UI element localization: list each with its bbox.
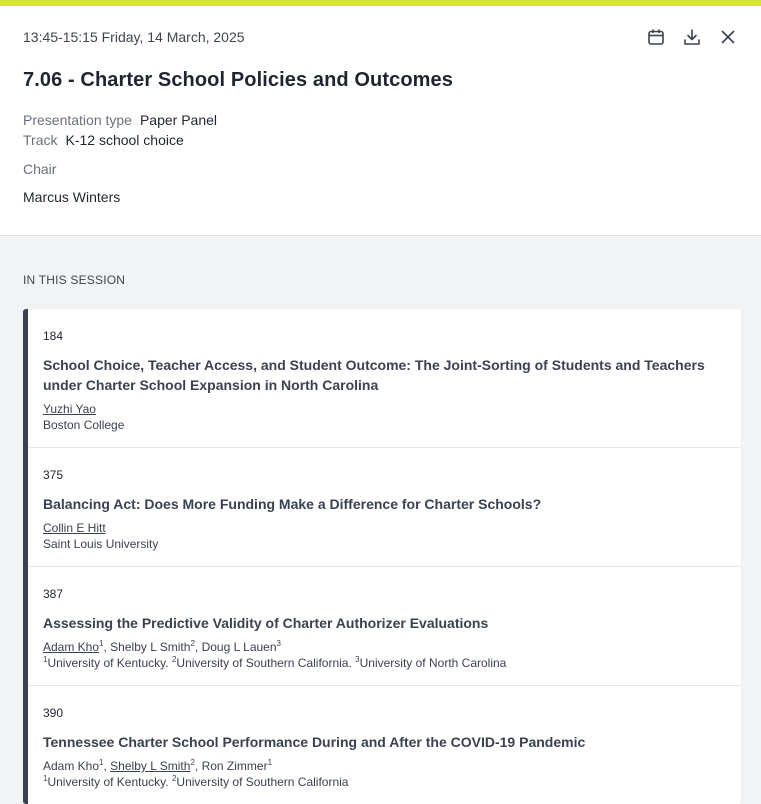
section-title: IN THIS SESSION (23, 273, 126, 287)
affiliation-name: Boston College (43, 418, 125, 432)
author-affiliation-marker: 2 (190, 758, 195, 767)
affiliation-marker: 2 (171, 774, 177, 783)
affiliation-marker: 2 (171, 655, 177, 664)
download-icon[interactable] (679, 26, 705, 48)
author-name[interactable]: Adam Kho (43, 640, 100, 654)
paper-affiliations (43, 655, 721, 671)
author-name[interactable]: Shelby L Smith (110, 759, 191, 773)
paper-number: 390 (43, 706, 64, 720)
header-actions (643, 26, 741, 48)
paper-item (28, 448, 741, 567)
paper-item (28, 567, 741, 686)
paper-authors (43, 520, 721, 536)
paper-authors (43, 401, 721, 417)
author-name: Doug L Lauen (201, 640, 277, 654)
paper-affiliations (43, 536, 721, 552)
paper-number: 387 (43, 587, 64, 601)
paper-list (23, 309, 741, 804)
affiliation-marker: 1 (43, 655, 48, 664)
author-name: Shelby L Smith (110, 640, 191, 654)
affiliation-marker: 1 (43, 774, 48, 783)
paper-title[interactable]: Assessing the Predictive Validity of Charter Authorizer Evaluations (43, 615, 489, 631)
track-label: Track (23, 132, 58, 148)
presentation-type-row (23, 112, 217, 128)
author-affiliation-marker: 2 (190, 639, 195, 648)
track-row (23, 132, 184, 148)
author-name[interactable]: Yuzhi Yao (43, 402, 96, 416)
paper-title[interactable]: School Choice, Teacher Access, and Student Outcome: The Joint-Sorting of Students and Teachers under Charter School Expansion in North Carolina (43, 357, 705, 393)
author-affiliation-marker: 1 (99, 639, 104, 648)
session-datetime: 13:45-15:15 Friday, 14 March, 2025 (23, 29, 245, 45)
chair-label: Chair (23, 161, 57, 177)
author-name: Ron Zimmer (201, 759, 268, 773)
paper-authors: Adam Kho$^1$, Shelby L Smith$^2$, Ron Zimmer$^1$ (43, 758, 273, 773)
presentation-type-value: Paper Panel (139, 112, 218, 128)
paper-affiliations (43, 417, 721, 433)
paper-number: 184 (43, 329, 64, 343)
paper-authors: Adam Kho$^1$, Shelby L Smith$^2$, Doug L Lauen$^3$ (43, 639, 281, 654)
paper-item (28, 686, 741, 804)
affiliation-name: University of Kentucky. (47, 656, 169, 670)
track-value: K-12 school choice (65, 132, 184, 148)
paper-title[interactable]: Tennessee Charter School Performance During and After the COVID-19 Pandemic (43, 734, 586, 750)
paper-number: 375 (43, 468, 64, 482)
affiliation-name: University of Southern California (176, 775, 349, 789)
affiliation-name: University of Kentucky. (47, 775, 169, 789)
author-name[interactable]: Collin E Hitt (43, 521, 106, 535)
affiliation-marker: 3 (355, 655, 360, 664)
affiliation-name: University of North Carolina (359, 656, 507, 670)
presentation-type-label: Presentation type (23, 112, 132, 128)
paper-item (28, 309, 741, 448)
close-icon[interactable] (715, 26, 741, 48)
paper-title[interactable]: Balancing Act: Does More Funding Make a Difference for Charter Schools? (43, 496, 542, 512)
author-name: Adam Kho (43, 759, 100, 773)
chair-name: Marcus Winters (23, 189, 121, 205)
affiliation-name: University of Southern California. (176, 656, 352, 670)
author-affiliation-marker: 1 (267, 758, 273, 767)
author-affiliation-marker: 1 (99, 758, 104, 767)
affiliation-name: Saint Louis University (43, 537, 159, 551)
paper-affiliations (43, 774, 721, 790)
session-title: 7.06 - Charter School Policies and Outcomes (23, 69, 453, 91)
calendar-icon[interactable] (643, 26, 669, 48)
author-affiliation-marker: 3 (276, 639, 281, 648)
session-header (0, 6, 761, 236)
